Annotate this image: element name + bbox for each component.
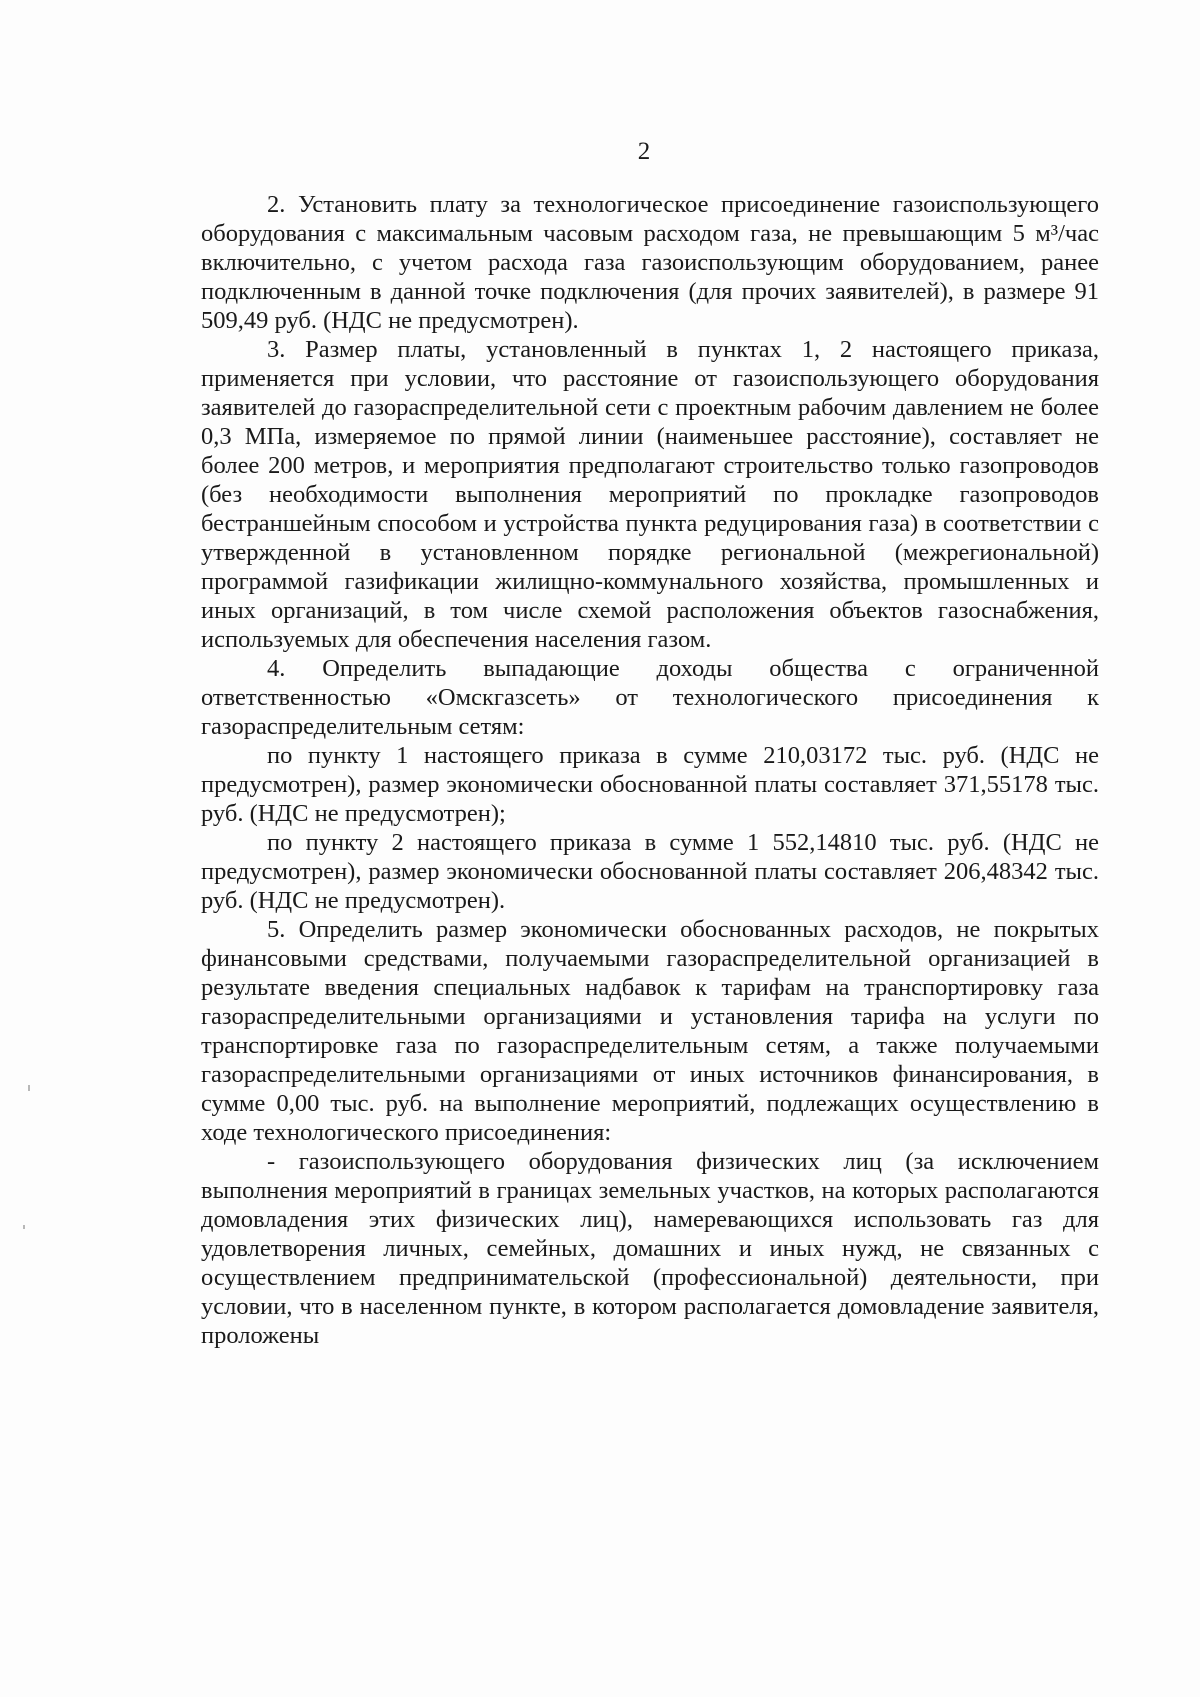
scan-artifact-mark <box>28 1085 30 1091</box>
paragraph-item-5: 5. Определить размер экономически обоснованных расходов, не покрытых финансовыми средствами, получаемыми газораспределительной организацией в результате введения специальных надбавок к тарифам на транспортировку газа газораспределительными организациями и установления тарифа на услуги по транспортировке газа по газораспределительным сетям, а также получаемыми газораспределительными организациями от иных источников финансирования, в сумме 0,00 тыс. руб. на выполнение мероприятий, подлежащих осуществлению в ходе технологического присоединения: <box>201 916 1099 1146</box>
paragraph-item-4-point-2: по пункту 2 настоящего приказа в сумме 1 552,14810 тыс. руб. (НДС не предусмотрен), размер экономически обоснованной платы составляет 206,48342 тыс. руб. (НДС не предусмотрен). <box>201 829 1099 914</box>
document-body <box>201 190 1099 1350</box>
paragraph-item-4-point-1: по пункту 1 настоящего приказа в сумме 210,03172 тыс. руб. (НДС не предусмотрен), размер экономически обоснованной платы составляет 371,55178 тыс. руб. (НДС не предусмотрен); <box>201 742 1099 827</box>
paragraph-item-3: 3. Размер платы, установленный в пунктах 1, 2 настоящего приказа, применяется при условии, что расстояние от газоиспользующего оборудования заявителей до газораспределительной сети с проектным рабочим давлением не более 0,3 МПа, измеряемое по прямой линии (наименьшее расстояние), составляет не более 200 метров, и мероприятия предполагают строительство только газопроводов (без необходимости выполнения мероприятий по прокладке газопроводов бестраншейным способом и устройства пункта редуцирования газа) в соответствии с утвержденной в установленном порядке региональной (межрегиональной) программой газификации жилищно-коммунального хозяйства, промышленных и иных организаций, в том числе схемой расположения объектов газоснабжения, используемых для обеспечения населения газом. <box>201 336 1099 653</box>
page-number: 2 <box>637 138 651 165</box>
paragraph-item-4: 4. Определить выпадающие доходы общества с ограниченной ответственностью «Омскгазсеть» от технологического присоединения к газораспределительным сетям: <box>201 655 1099 740</box>
scan-artifact-mark <box>23 1225 25 1229</box>
paragraph-item-2: 2. Установить плату за технологическое присоединение газоиспользующего оборудования с максимальным часовым расходом газа, не превышающим 5 м³/час включительно, с учетом расхода газа газоиспользующим оборудованием, ранее подключенным в данной точке подключения (для прочих заявителей), в размере 91 509,49 руб. (НДС не предусмотрен). <box>201 191 1099 334</box>
paragraph-item-5-bullet: - газоиспользующего оборудования физических лиц (за исключением выполнения мероприятий в границах земельных участков, на которых располагаются домовладения этих физических лиц), намеревающихся использовать газ для удовлетворения личных, семейных, домашних и иных нужд, не связанных с осуществлением предпринимательской (профессиональной) деятельности, при условии, что в населенном пункте, в котором располагается домовладение заявителя, проложены <box>201 1148 1099 1349</box>
